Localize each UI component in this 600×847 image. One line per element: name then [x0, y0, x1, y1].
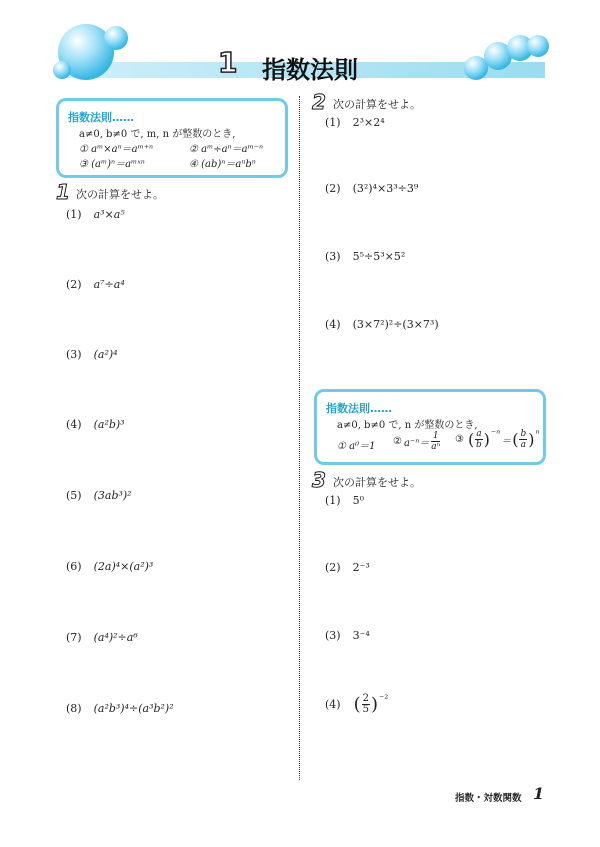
- question-item: (6) (2a)⁴×(a²)³: [66, 560, 154, 573]
- chapter-number: 1: [218, 46, 238, 79]
- question-item: (4) (a²b)³: [66, 418, 125, 431]
- page-number: 1: [533, 784, 545, 803]
- section-instruction: 次の計算をせよ。: [333, 98, 421, 111]
- section-number-icon: 1: [56, 180, 70, 204]
- question-item: (8) (a²b³)⁴÷(a³b²)²: [66, 702, 174, 715]
- question-item: (2) a⁷÷a⁴: [66, 278, 125, 291]
- section-number-icon: 3: [312, 468, 326, 492]
- question-item: (2) (3²)⁴×3³÷3⁹: [325, 182, 419, 195]
- question-item: (3) (a²)⁴: [66, 348, 118, 361]
- law-rule: ① a⁰＝1: [337, 441, 376, 452]
- question-item: (1) a³×a⁵: [66, 208, 125, 221]
- question-item: (3) 3⁻⁴: [325, 629, 370, 642]
- question-item: (1) 5⁰: [325, 494, 365, 507]
- law-rule: ② aᵐ÷aⁿ＝aᵐ⁻ⁿ: [189, 144, 264, 155]
- question-item: (4) ( $\frac{2}{5}$ ) ⁻²: [325, 693, 389, 715]
- law-box-title: 指数法則……: [68, 111, 134, 124]
- law-box-2: [314, 389, 546, 465]
- section-number-icon: 2: [312, 90, 326, 114]
- law-rule: ② a⁻ⁿ＝ $\frac{1}{\text{aⁿ}}$: [393, 431, 441, 452]
- section-instruction: 次の計算をせよ。: [333, 476, 421, 489]
- law-rule: ① aᵐ×aⁿ＝aᵐ⁺ⁿ: [79, 144, 154, 155]
- question-item: (3) 5⁵÷5³×5²: [325, 250, 406, 263]
- question-item: (7) (a⁴)²÷a⁶: [66, 631, 138, 644]
- question-item: (5) (3ab³)²: [66, 489, 132, 502]
- law-box-title: 指数法則……: [326, 402, 392, 415]
- footer-section-name: 指数・対数関数: [455, 793, 522, 804]
- law-box-condition: a≠0, b≠0 で, n が整数のとき,: [337, 420, 478, 431]
- bubble-decoration-right: [462, 32, 552, 82]
- law-rule: ④ (ab)ⁿ＝aⁿbⁿ: [189, 159, 256, 170]
- question-item: (2) 2⁻³: [325, 561, 370, 574]
- question-item: (1) 2³×2⁴: [325, 116, 385, 129]
- law-rule: ③ ( $\frac{a}{b}$ ) ⁻ⁿ ＝ ( $\frac{b}{a}$ ) ⁿ: [455, 429, 540, 450]
- question-item: (4) (3×7²)²÷(3×7³): [325, 318, 439, 331]
- law-rule: ③ (aᵐ)ⁿ＝aᵐˣⁿ: [79, 159, 145, 170]
- section-instruction: 次の計算をせよ。: [76, 188, 164, 201]
- column-divider: [299, 96, 300, 780]
- page-title: 指数法則: [262, 56, 358, 84]
- bubble-decoration-left: [52, 22, 132, 84]
- law-box-condition: a≠0, b≠0 で, m, n が整数のとき,: [79, 129, 236, 140]
- law-box-1: [56, 98, 288, 178]
